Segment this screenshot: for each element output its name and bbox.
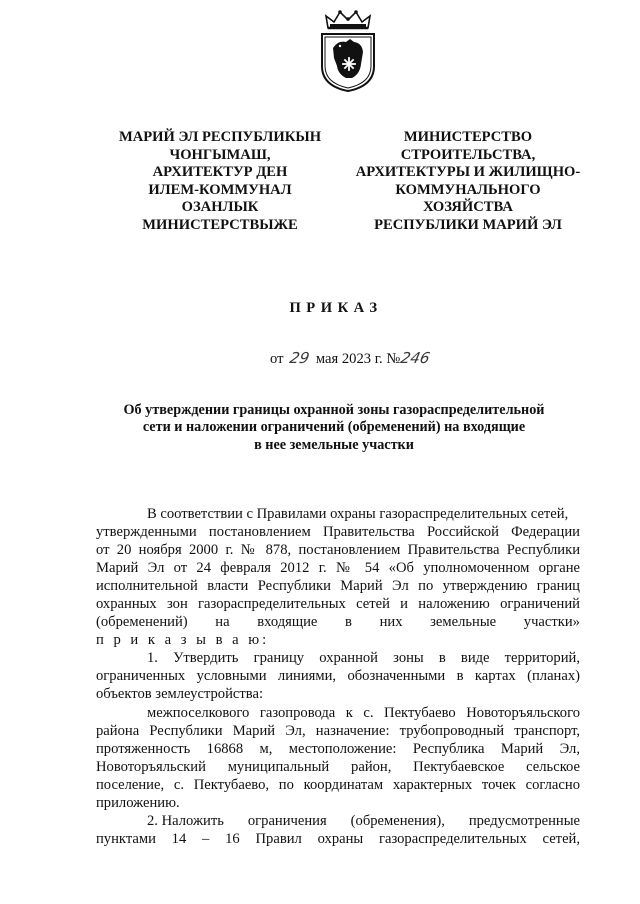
word: участки» bbox=[523, 614, 580, 631]
subject-line: Об утверждении границы охранной зоны газораспределительной bbox=[123, 402, 545, 418]
header-left-mari bbox=[104, 129, 336, 235]
order-subject bbox=[100, 402, 568, 454]
item1-line: объектов землеустройства: bbox=[96, 686, 263, 703]
subject-line: сети и наложении ограничений (обременений) на входящие bbox=[142, 419, 526, 436]
subject-line: в нее земельные участки bbox=[254, 436, 414, 453]
header-right-line: СТРОИТЕЛЬСТВА, bbox=[400, 146, 536, 163]
item2-line-justified bbox=[96, 812, 580, 830]
object-line: приложению. bbox=[96, 794, 180, 811]
date-month-year: мая 2023 г. № bbox=[315, 351, 401, 367]
word: (обременения), bbox=[350, 812, 445, 829]
item1-line: ограниченных условными линиями, обозначенными в картах (планах) bbox=[96, 668, 580, 685]
object-line: протяженность 16868 м, местоположение: Республика Марий Эл, bbox=[96, 740, 580, 757]
body-line bbox=[96, 505, 580, 523]
order-word: п р и к а з ы в а ю: bbox=[96, 632, 270, 649]
order-dateline bbox=[270, 349, 430, 368]
handwritten-order-number: 246 bbox=[399, 349, 432, 367]
body-line: Марий Эл от 24 февраля 2012 г. № 54 «Об уполномоченном органе bbox=[96, 560, 580, 577]
word: ограничения bbox=[247, 812, 327, 829]
word: (обременений) bbox=[96, 614, 188, 631]
body-line: утвержденными постановлением Правительства Российской Федерации bbox=[96, 524, 580, 541]
header-right-line: ХОЗЯЙСТВА bbox=[423, 199, 513, 216]
header-left-line: АРХИТЕКТУР ДЕН bbox=[152, 164, 288, 181]
item1-line: 1. Утвердить границу охранной зоны в виде территорий, bbox=[147, 650, 580, 667]
item2-line: пунктами 14 – 16 Правил охраны газораспределительных сетей, bbox=[96, 830, 580, 847]
object-line: поселение, с. Пектубаево, по координатам характерных точек согласно bbox=[96, 776, 580, 793]
body-line: исполнительной власти Республики Марий Эл по утверждению границ bbox=[96, 578, 580, 595]
header-left-line: МАРИЙ ЭЛ РЕСПУБЛИКЫН bbox=[118, 129, 322, 145]
object-line: межпоселкового газопровода к с. Пектубаево Новоторъяльского bbox=[147, 704, 580, 721]
handwritten-day: 29 bbox=[288, 349, 312, 367]
word: на bbox=[215, 614, 230, 631]
body-line: от 20 ноября 2000 г. № 878, постановлением Правительства Республики bbox=[96, 542, 580, 559]
header-right-line: РЕСПУБЛИКИ МАРИЙ ЭЛ bbox=[374, 216, 562, 233]
date-prefix: от bbox=[270, 351, 284, 367]
word: в bbox=[345, 614, 352, 631]
word: входящие bbox=[257, 614, 318, 631]
header-right-line: КОММУНАЛЬНОГО bbox=[395, 181, 541, 198]
object-line: района Республики Марий Эл, назначение: трубопроводный транспорт, bbox=[96, 722, 580, 739]
header-left-line: ОЗАНЛЫК bbox=[181, 199, 259, 216]
header-right-line: АРХИТЕКТУРЫ И ЖИЛИЩНО- bbox=[355, 164, 581, 181]
header-right-russian bbox=[352, 129, 584, 235]
body-line: охранных зон газораспределительных сетей и наложению ограничений bbox=[96, 596, 580, 613]
header-left-line: МИНИСТЕРСТВЫЖЕ bbox=[142, 216, 298, 233]
word: земельные bbox=[430, 614, 497, 631]
body-line-justified bbox=[96, 613, 580, 631]
coat-of-arms-emblem bbox=[316, 8, 380, 92]
header-left-line: ЧОНГЫМАШ, bbox=[169, 146, 271, 163]
object-line: Новоторъяльский муниципальный район, Пектубаевское сельское bbox=[96, 758, 580, 775]
word: них bbox=[379, 614, 403, 631]
header-left-line: ИЛЕМ-КОММУНАЛ bbox=[148, 181, 292, 198]
document-body bbox=[96, 505, 580, 848]
word: предусмотренные bbox=[468, 812, 580, 829]
header-right-line: МИНИСТЕРСТВО bbox=[403, 129, 533, 145]
document-title: ПРИКАЗ bbox=[289, 300, 383, 316]
word: 2. Наложить bbox=[147, 812, 224, 829]
body-text: В соответствии с Правилами охраны газораспределительных сетей, bbox=[147, 506, 569, 522]
